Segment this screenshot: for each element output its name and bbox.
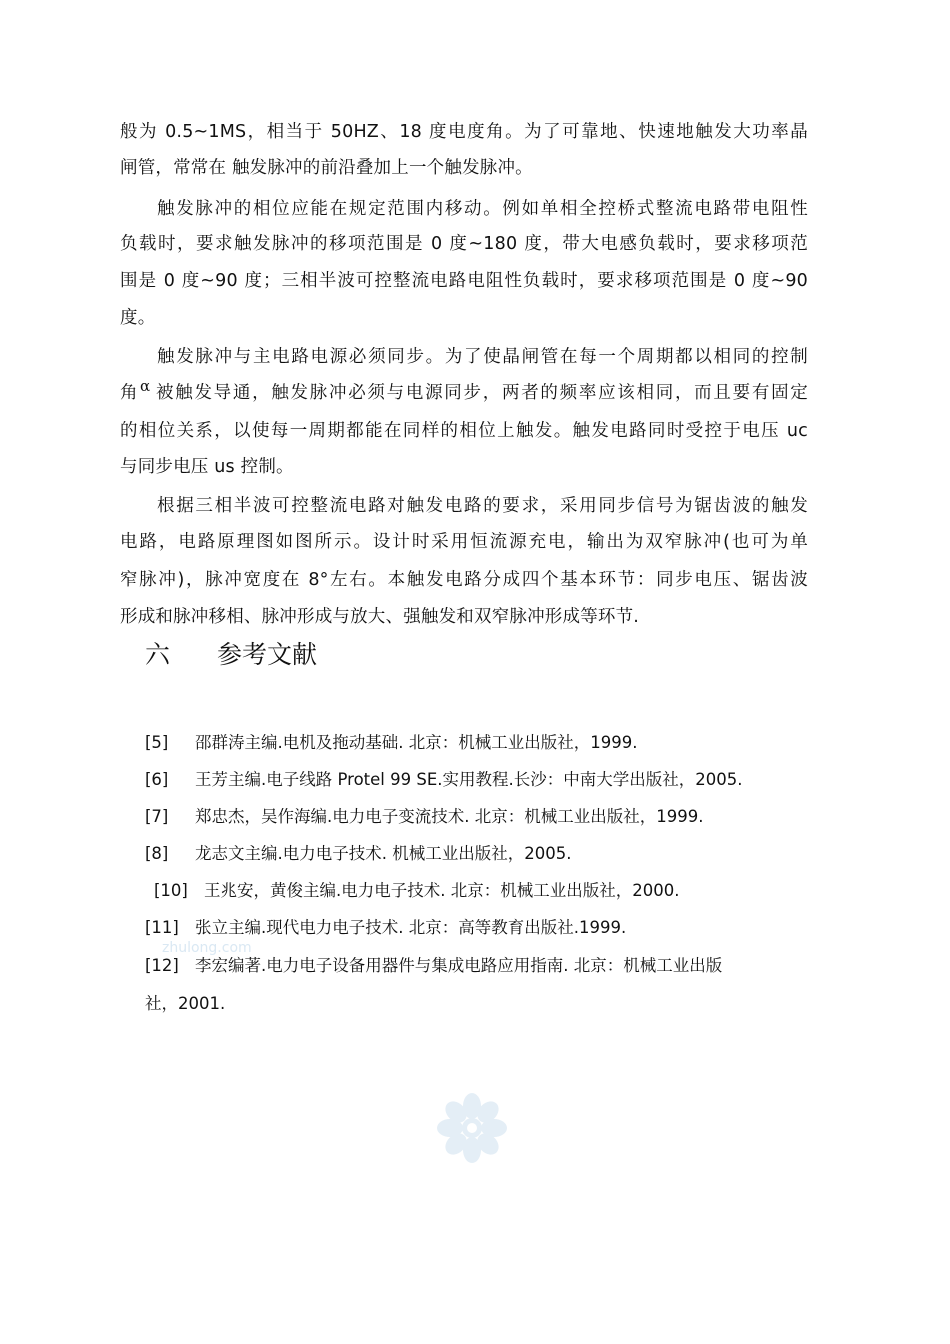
paragraph-line: 形成和脉冲移相、脉冲形成与放大、强触发和双窄脉冲形成等环节. xyxy=(120,607,640,627)
reference-text: 龙志文主编.电力电子技术. 机械工业出版社，2005. xyxy=(195,844,572,863)
reference-index: [12] xyxy=(145,956,179,975)
alpha-symbol: α xyxy=(140,377,151,395)
section-title: 参考文献 xyxy=(217,640,318,669)
reference-item xyxy=(145,769,742,791)
reference-text: 李宏编著.电力电子设备用器件与集成电路应用指南. 北京：机械工业出版 xyxy=(195,956,723,975)
reference-index: [7] xyxy=(145,807,169,826)
reference-text: 王芳主编.电子线路 Protel 99 SE.实用教程.长沙：中南大学出版社，2005. xyxy=(195,770,743,789)
reference-item xyxy=(145,917,626,939)
section-heading xyxy=(145,638,317,672)
paragraph-line: 触发脉冲的相位应能在规定范围内移动。例如单相全控桥式整流电路带电阻性 xyxy=(157,199,808,219)
paragraph-line: 根据三相半波可控整流电路对触发电路的要求，采用同步信号为锯齿波的触发 xyxy=(157,496,808,516)
paragraph-line: 触发脉冲与主电路电源必须同步。为了使晶闸管在每一个周期都以相同的控制 xyxy=(157,347,808,367)
reference-item xyxy=(145,806,703,828)
paragraph-line: 窄脉冲)，脉冲宽度在 8°左右。本触发电路分成四个基本环节：同步电压、锯齿波 xyxy=(120,570,808,590)
reference-index: [11] xyxy=(145,918,179,937)
paragraph-line: 与同步电压 us 控制。 xyxy=(120,457,294,477)
reference-text: 郑忠杰，吴作海编.电力电子变流技术. 北京：机械工业出版社，1999. xyxy=(195,807,704,826)
reference-text: 王兆安，黄俊主编.电力电子技术. 北京：机械工业出版社，2000. xyxy=(204,881,680,900)
reference-index: [5] xyxy=(145,733,169,752)
paragraph-line: 角 xyxy=(120,383,138,403)
reference-index: [6] xyxy=(145,770,169,789)
reference-item xyxy=(145,732,637,754)
reference-continuation: 社，2001. xyxy=(145,994,226,1013)
section-number: 六 xyxy=(145,640,171,669)
paragraph-line: 电路，电路原理图如图所示。设计时采用恒流源充电，输出为双窄脉冲(也可为单 xyxy=(120,532,808,552)
watermark-text: zhulong.com xyxy=(162,940,252,956)
paragraph-line: 的相位关系，以使每一周期都能在同样的相位上触发。触发电路同时受控于电压 uc xyxy=(120,421,808,441)
reference-item xyxy=(145,955,722,977)
reference-index: [8] xyxy=(145,844,169,863)
paragraph-line: 度。 xyxy=(120,308,156,328)
reference-text: 邵群涛主编.电机及拖动基础. 北京：机械工业出版社，1999. xyxy=(195,733,638,752)
paragraph-line: 被触发导通，触发脉冲必须与电源同步，两者的频率应该相同，而且要有固定 xyxy=(156,383,808,403)
reference-item xyxy=(145,843,571,865)
paragraph-line: 般为 0.5~1MS，相当于 50HZ、18 度电度角。为了可靠地、快速地触发大功率晶 xyxy=(120,122,808,142)
paragraph-line: 围是 0 度~90 度；三相半波可控整流电路电阻性负载时，要求移项范围是 0 度~90 xyxy=(120,271,808,291)
paragraph-line: 负载时，要求触发脉冲的移项范围是 0 度~180 度，带大电感负载时，要求移项范 xyxy=(120,234,808,254)
reference-text: 张立主编.现代电力电子技术. 北京：高等教育出版社.1999. xyxy=(195,918,627,937)
paragraph-line: 闸管，常常在 触发脉冲的前沿叠加上一个触发脉冲。 xyxy=(120,158,533,178)
reference-item xyxy=(154,880,679,902)
flower-logo-icon xyxy=(436,1092,508,1164)
reference-index: [10] xyxy=(154,881,188,900)
